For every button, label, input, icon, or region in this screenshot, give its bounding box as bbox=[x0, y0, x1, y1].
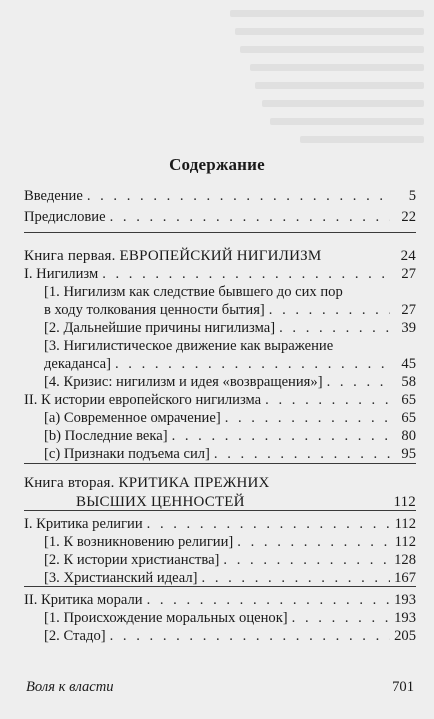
page-number: 701 bbox=[392, 679, 414, 695]
toc-entry-page: 128 bbox=[394, 552, 416, 568]
dot-leader bbox=[279, 320, 390, 337]
toc-entry-modern-darkening[interactable] bbox=[44, 410, 416, 427]
dot-leader bbox=[223, 552, 390, 569]
toc-entry-label: [3. Христианский идеал] bbox=[44, 570, 198, 586]
toc-entry-page: 193 bbox=[394, 592, 416, 608]
dot-leader bbox=[265, 392, 390, 409]
dot-leader bbox=[110, 628, 390, 645]
toc-entry-book-two[interactable] bbox=[24, 494, 416, 511]
toc-entry-label: [2. Дальнейшие причины нигилизма] bbox=[44, 320, 276, 336]
dot-leader bbox=[327, 374, 390, 391]
toc-entry-label: [2. К истории христианства] bbox=[44, 552, 220, 568]
toc-entry-last-centuries[interactable] bbox=[44, 428, 416, 445]
toc-entry-crisis[interactable] bbox=[44, 374, 416, 391]
toc-entry-label-cont: декаданса] bbox=[44, 356, 111, 372]
toc-entry-label: II. Критика морали bbox=[24, 592, 143, 608]
running-title: Воля к власти bbox=[26, 679, 114, 695]
toc-entry-label: [b) Последние века] bbox=[44, 428, 168, 444]
toc-entry-herd[interactable] bbox=[44, 628, 416, 645]
toc-entry-history-of-nihilism[interactable] bbox=[24, 392, 416, 409]
toc-entry-label-cont: в ходу толкования ценности бытия] bbox=[44, 302, 265, 318]
toc-entry-label: [3. Нигилистическое движение как выражение bbox=[44, 338, 334, 354]
toc-entry-nihilistic-movement[interactable] bbox=[44, 356, 416, 373]
toc-entry-label: I. Критика религии bbox=[24, 516, 143, 532]
toc-entry-page: 112 bbox=[394, 516, 416, 532]
toc-entry-history-of-christianity[interactable] bbox=[44, 552, 416, 569]
toc-entry-page: 112 bbox=[394, 534, 416, 550]
toc-entry-page: 112 bbox=[393, 494, 416, 510]
toc-entry-nihilism[interactable] bbox=[24, 266, 416, 283]
section-divider bbox=[24, 586, 416, 587]
toc-entry-page: 27 bbox=[401, 266, 416, 282]
dot-leader bbox=[214, 446, 390, 463]
dot-leader bbox=[172, 428, 390, 445]
toc-entry-page: 5 bbox=[408, 188, 416, 204]
section-divider bbox=[24, 463, 416, 464]
toc-entry-introduction[interactable] bbox=[24, 188, 416, 205]
toc-entry-preface[interactable] bbox=[24, 209, 416, 226]
toc-entry-page: 80 bbox=[401, 428, 416, 444]
toc-entry-label: II. К истории европейского нигилизма bbox=[24, 392, 262, 408]
toc-entry-nihilism-consequence[interactable] bbox=[44, 302, 416, 319]
toc-entry-page: 22 bbox=[401, 209, 416, 225]
toc-entry-origin-of-moral-values[interactable] bbox=[44, 610, 416, 627]
toc-entry-label bbox=[24, 475, 416, 492]
toc-entry-label-text: Книга вторая. КРИТИКА ПРЕЖНИХ bbox=[24, 475, 270, 491]
dot-leader bbox=[110, 209, 390, 226]
dot-leader bbox=[147, 516, 390, 533]
toc-entry-signs-of-rising[interactable] bbox=[44, 446, 416, 463]
section-divider bbox=[24, 232, 416, 233]
toc-entry-label: Книга первая. ЕВРОПЕЙСКИЙ НИГИЛИЗМ bbox=[24, 248, 322, 264]
toc-entry-label: [а) Современное омрачение] bbox=[44, 410, 221, 426]
toc-entry-page: 58 bbox=[401, 374, 416, 390]
toc-entry-label: [4. Кризис: нигилизм и идея «возвращения»] bbox=[44, 374, 323, 390]
toc-entry-label: [1. К возникновению религии] bbox=[44, 534, 234, 550]
toc-entry-label: [2. Стадо] bbox=[44, 628, 106, 644]
toc-entry-label: [с) Признаки подъема сил] bbox=[44, 446, 210, 462]
toc-entry-page: 24 bbox=[400, 248, 416, 264]
toc-entry-further-causes[interactable] bbox=[44, 320, 416, 337]
dot-leader bbox=[115, 356, 390, 373]
dot-leader bbox=[102, 266, 390, 283]
toc-entry-origin-of-religion[interactable] bbox=[44, 534, 416, 551]
dot-leader bbox=[269, 302, 390, 319]
dot-leader bbox=[237, 534, 390, 551]
dot-leader bbox=[202, 570, 390, 587]
toc-entry-label: Предисловие bbox=[24, 209, 106, 225]
dot-leader bbox=[225, 410, 390, 427]
toc-entry-critique-of-religion[interactable] bbox=[24, 516, 416, 533]
toc-entry-christian-ideal[interactable] bbox=[44, 570, 416, 587]
toc-entry-page: 39 bbox=[401, 320, 416, 336]
toc-entry-book-one[interactable] bbox=[24, 248, 416, 265]
toc-entry-page: 193 bbox=[394, 610, 416, 626]
toc-entry-critique-of-morality[interactable] bbox=[24, 592, 416, 609]
toc-entry-page: 205 bbox=[394, 628, 416, 644]
section-divider bbox=[24, 510, 416, 511]
dot-leader bbox=[292, 610, 390, 627]
toc-entry-label: I. Нигилизм bbox=[24, 266, 99, 282]
dot-leader bbox=[87, 188, 390, 205]
toc-entry-page: 167 bbox=[394, 570, 416, 586]
page-title: Содержание bbox=[169, 155, 265, 174]
show-through-text bbox=[0, 0, 434, 160]
toc-entry-label: [1. Нигилизм как следствие бывшего до сих пор bbox=[44, 284, 343, 300]
toc-entry-page: 95 bbox=[401, 446, 416, 462]
toc-entry-page: 45 bbox=[401, 356, 416, 372]
toc-entry-label: [1. Происхождение моральных оценок] bbox=[44, 610, 288, 626]
toc-entry-page: 65 bbox=[401, 410, 416, 426]
toc-entry-label-cont: ВЫСШИХ ЦЕННОСТЕЙ bbox=[76, 494, 245, 510]
dot-leader bbox=[147, 592, 390, 609]
toc-entry-page: 65 bbox=[401, 392, 416, 408]
toc-entry-page: 27 bbox=[401, 302, 416, 318]
page-footer bbox=[26, 679, 414, 696]
toc-entry-label: Введение bbox=[24, 188, 83, 204]
